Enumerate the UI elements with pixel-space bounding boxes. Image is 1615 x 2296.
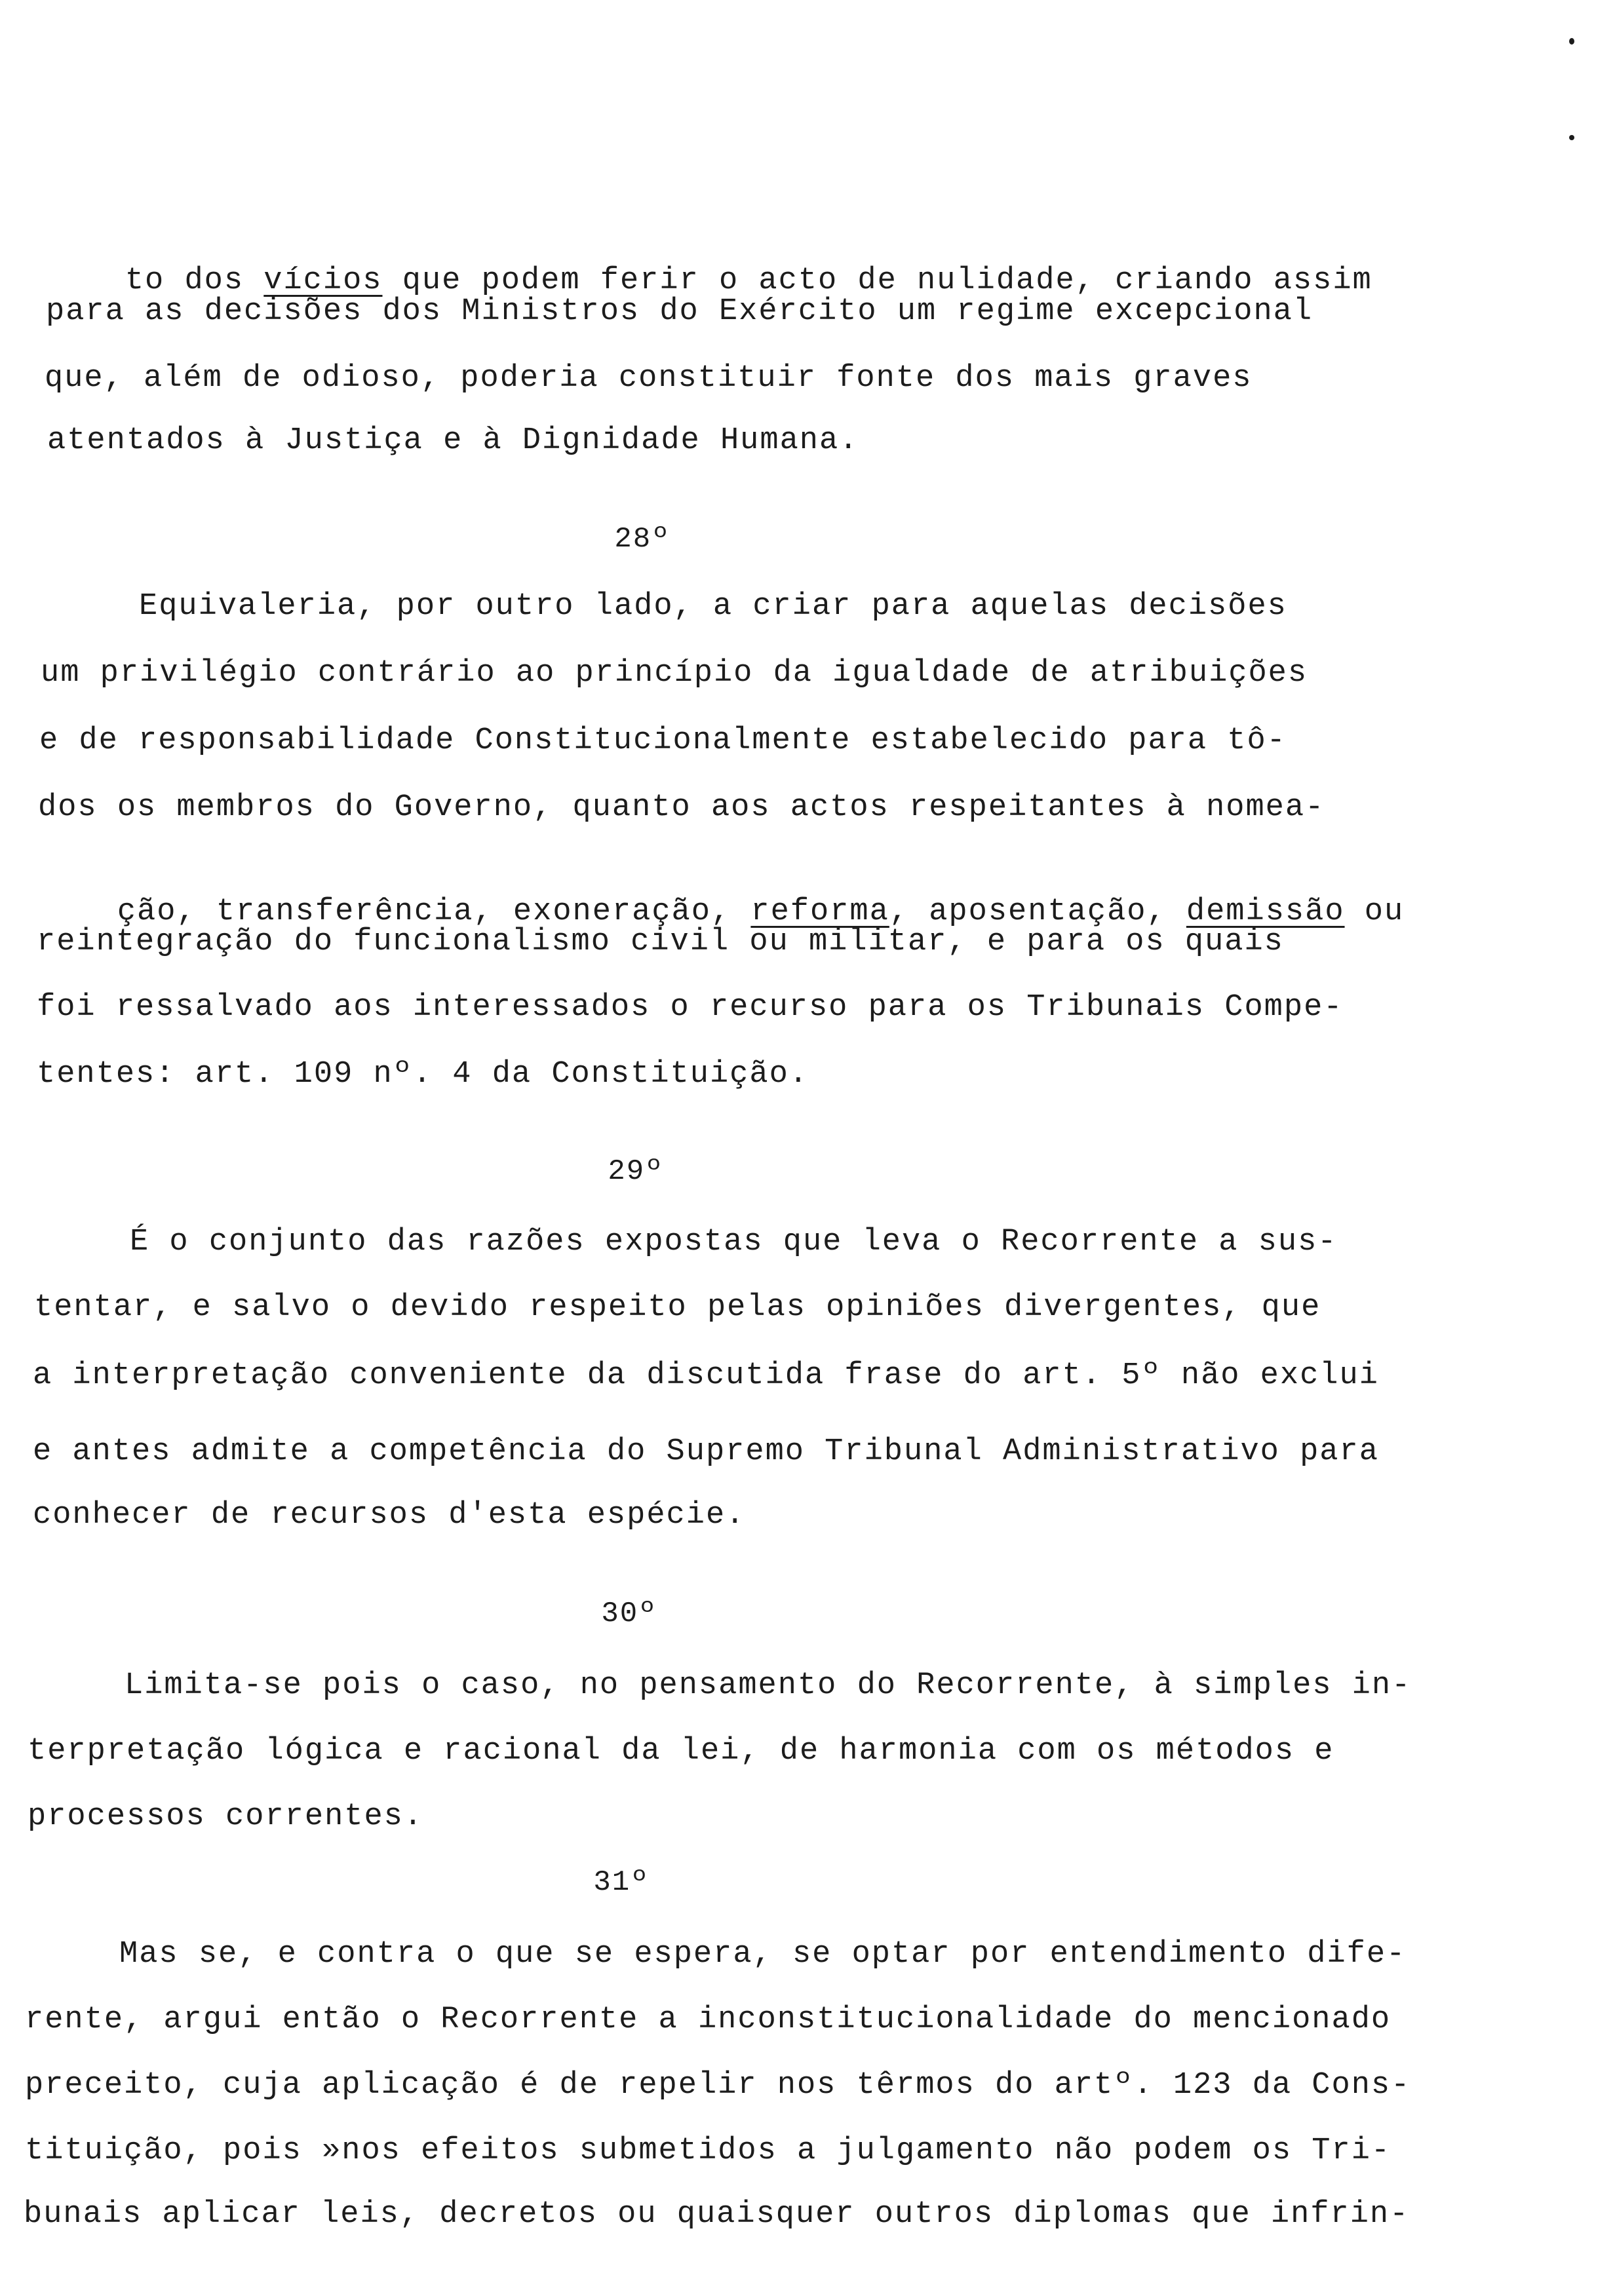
paragraph-line: Mas se, e contra o que se espera, se optar por entendimento dife- xyxy=(119,1937,1407,1972)
text-run: ou xyxy=(1344,894,1405,929)
paragraph-line: reintegração do funcionalismo civil ou militar, e para os quais xyxy=(37,925,1284,959)
section-number: 30º xyxy=(601,1598,657,1630)
paragraph-line: e de responsabilidade Constitucionalmente estabelecido para tô- xyxy=(39,723,1287,758)
underlined-word: vícios xyxy=(263,263,383,298)
margin-dot-top xyxy=(1569,38,1574,45)
paragraph-line: tentar, e salvo o devido respeito pelas opiniões divergentes, que xyxy=(34,1290,1321,1325)
text-run: ção, transferência, exoneração, xyxy=(117,894,751,929)
underlined-word: reforma xyxy=(750,894,889,929)
text-run: to dos xyxy=(125,263,264,298)
text-run: que podem ferir o acto de nulidade, criando assim xyxy=(382,263,1372,298)
paragraph-line: Equivaleria, por outro lado, a criar para aquelas decisões xyxy=(139,589,1287,624)
margin-dot xyxy=(1569,135,1574,140)
paragraph-line: processos correntes. xyxy=(28,1799,424,1834)
paragraph-line: bunais aplicar leis, decretos ou quaisquer outros diplomas que infrin- xyxy=(24,2197,1410,2232)
paragraph-line: a interpretação conveniente da discutida frase do art. 5º não exclui xyxy=(33,1358,1379,1393)
paragraph-line: terpretação lógica e racional da lei, de harmonia com os métodos e xyxy=(28,1734,1334,1769)
section-number: 29º xyxy=(608,1155,664,1188)
section-number: 31º xyxy=(593,1866,650,1899)
paragraph-line: atentados à Justiça e à Dignidade Humana. xyxy=(47,423,859,458)
paragraph-line: um privilégio contrário ao princípio da igualdade de atribuições xyxy=(41,656,1308,691)
text-run: , aposentação, xyxy=(889,894,1186,929)
paragraph-line: dos os membros do Governo, quanto aos actos respeitantes à nomea- xyxy=(38,790,1325,825)
paragraph-line: preceito, cuja aplicação é de repelir nos têrmos do artº. 123 da Cons- xyxy=(25,2068,1411,2103)
paragraph-line: foi ressalvado aos interessados o recurso para os Tribunais Compe- xyxy=(37,990,1344,1025)
paragraph-line: tentes: art. 109 nº. 4 da Constituição. xyxy=(37,1057,809,1092)
paragraph-line: e antes admite a competência do Supremo Tribunal Administrativo para xyxy=(33,1434,1379,1469)
paragraph-line: conhecer de recursos d'esta espécie. xyxy=(33,1498,746,1533)
paragraph-line: que, além de odioso, poderia constituir fonte dos mais graves xyxy=(45,361,1253,396)
paragraph-line: para as decisões dos Ministros do Exército um regime excepcional xyxy=(46,294,1313,329)
paragraph-line: tituição, pois »nos efeitos submetidos a julgamento não podem os Tri- xyxy=(25,2133,1391,2168)
underlined-word: demissão xyxy=(1186,894,1345,929)
paragraph-line: rente, argui então o Recorrente a inconstitucionalidade do mencionado xyxy=(25,2002,1391,2037)
section-number: 28º xyxy=(614,523,671,556)
paragraph-line: É o conjunto das razões expostas que leva o Recorrente a sus- xyxy=(130,1225,1338,1259)
paragraph-line: Limita-se pois o caso, no pensamento do Recorrente, à simples in- xyxy=(125,1668,1412,1703)
